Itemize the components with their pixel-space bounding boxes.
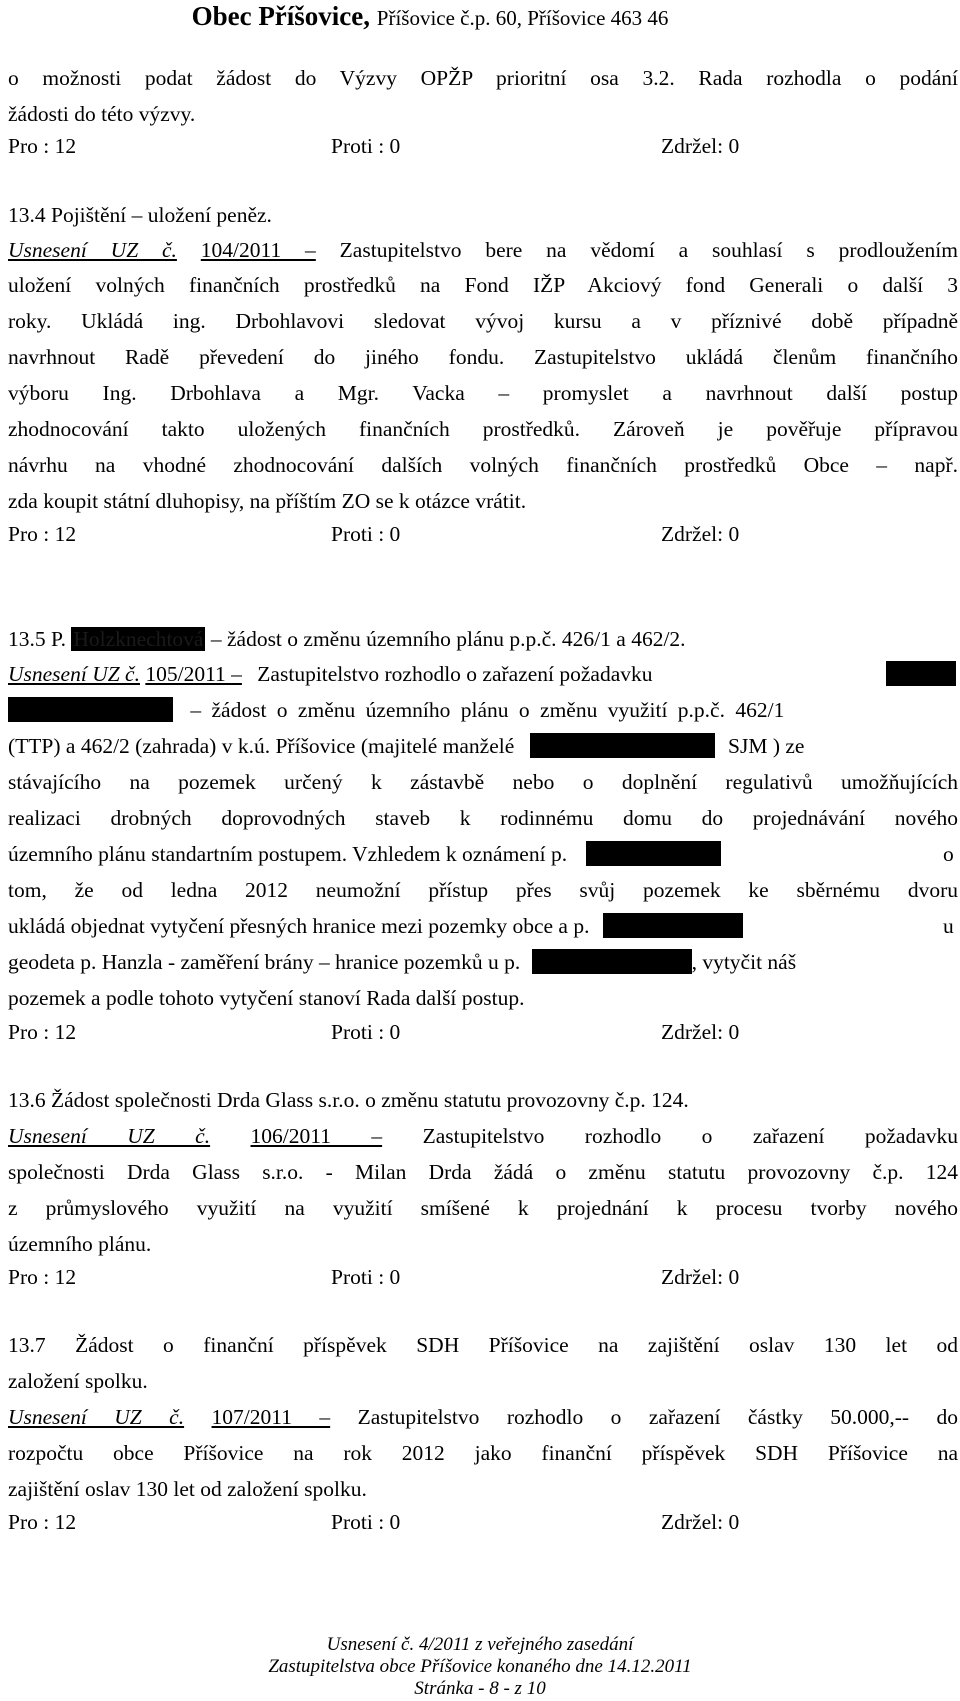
redacted-name: Holzknechtová — [73, 627, 204, 651]
vote-pro: Pro : 12 — [8, 1020, 77, 1044]
resolution-number: 104/2011 – — [200, 238, 316, 262]
section-title-13-7: 13.7 Žádost o finanční příspěvek SDH Příšovice na zajištění oslav 130 let od — [8, 1333, 958, 1357]
vote-proti: Proti : 0 — [331, 1020, 401, 1044]
footer-line-2: Zastupitelstva obce Příšovice konaného dne 14.12.2011 — [268, 1656, 692, 1677]
resolution-number: 106/2011 – — [250, 1124, 383, 1148]
resolution-line — [8, 235, 958, 265]
resolution-number: 105/2011 – — [145, 662, 242, 686]
vote-proti: Proti : 0 — [331, 1510, 401, 1534]
text: 13.5 P. — [8, 627, 66, 651]
text-line: výboru Ing. Drbohlava a Mgr. Vacka – promyslet a navrhnout další postup — [8, 381, 958, 405]
redaction-block — [603, 913, 743, 938]
vote-pro: Pro : 12 — [8, 134, 77, 158]
prev-line-1: o možnosti podat žádost do Výzvy OPŽP prioritní osa 3.2. Rada rozhodla o podání — [8, 66, 958, 90]
text-line: realizaci drobných doprovodných staveb k rodinnému domu do projednávání nového — [8, 806, 958, 830]
text: SJM ) ze — [728, 734, 805, 758]
text-line: navrhnout Radě převedení do jiného fondu. Zastupitelstvo ukládá členům finančního — [8, 345, 958, 369]
resolution-label: Usnesení UZ č. — [8, 238, 177, 262]
redaction-block — [586, 841, 721, 866]
text-line — [8, 911, 958, 941]
header-title: Obec Příšovice, — [191, 1, 371, 31]
text: – žádost o změnu územního plánu p.p.č. 426/1 a 462/2. — [210, 627, 686, 651]
footer-line-1: Usnesení č. 4/2011 z veřejného zasedání — [326, 1634, 634, 1655]
vote-zdrzel: Zdržel: 0 — [661, 1020, 740, 1044]
vote-proti: Proti : 0 — [331, 134, 401, 158]
text-line — [8, 839, 958, 869]
text-line: uložení volných finančních prostředků na Fond IŽP Akciový fond Generali o další 3 — [8, 273, 958, 297]
section-title-13-5 — [8, 624, 958, 654]
text-line — [8, 695, 958, 725]
text: ukládá objednat vytyčení přesných hranice mezi pozemky obce a p. — [8, 914, 590, 938]
text: geodeta p. Hanzla - zaměření brány – hranice pozemků u p. — [8, 950, 521, 974]
vote-pro: Pro : 12 — [8, 1510, 77, 1534]
redaction-block — [530, 733, 715, 758]
text: – žádost o změnu územního plánu o změnu využití p.p.č. 462/1 — [190, 698, 785, 722]
resolution-number: 107/2011 – — [211, 1405, 331, 1429]
text-line: stávajícího na pozemek určený k zástavbě nebo o doplnění regulativů umožňujících — [8, 770, 958, 794]
redaction-block — [8, 697, 173, 722]
resolution-label: Usnesení UZ č. — [8, 1124, 211, 1148]
text: Zastupitelstvo rozhodlo o zařazení požadavku — [422, 1124, 958, 1148]
text: u — [943, 914, 954, 938]
vote-zdrzel: Zdržel: 0 — [661, 1265, 740, 1289]
text: Zastupitelstvo rozhodlo o zařazení částky 50.000,-- do — [357, 1405, 958, 1429]
redaction-block — [532, 949, 692, 974]
text-line: zhodnocování takto uložených finančních prostředků. Zároveň je pověřuje přípravou — [8, 417, 958, 441]
text: územního plánu standartním postupem. Vzhledem k oznámení p. — [8, 842, 568, 866]
text-line: zajištění oslav 130 let od založení spolku. — [8, 1477, 367, 1501]
section-title-13-4: 13.4 Pojištění – uložení peněz. — [8, 203, 272, 227]
resolution-label: Usnesení UZ č. — [8, 662, 140, 686]
text-line — [8, 947, 958, 977]
vote-zdrzel: Zdržel: 0 — [661, 134, 740, 158]
text-line: pozemek a podle tohoto vytyčení stanoví Rada další postup. — [8, 986, 525, 1010]
text-line: z průmyslového využití na využití smíšené k projednání k procesu tvorby nového — [8, 1196, 958, 1220]
resolution-line — [8, 1402, 958, 1432]
text-line: společnosti Drda Glass s.r.o. - Milan Drda žádá o změnu statutu provozovny č.p. 124 — [8, 1160, 958, 1184]
text-line: roky. Ukládá ing. Drbohlavovi sledovat vývoj kursu a v příznivé době případně — [8, 309, 958, 333]
text: Zastupitelstvo rozhodlo o zařazení požadavku — [257, 662, 653, 686]
vote-pro: Pro : 12 — [8, 1265, 77, 1289]
resolution-line — [8, 659, 958, 689]
header-subtitle: Příšovice č.p. 60, Příšovice 463 46 — [376, 6, 669, 30]
resolution-label: Usnesení UZ č. — [8, 1405, 185, 1429]
text: , vytyčit náš — [691, 950, 797, 974]
redaction-block — [886, 661, 956, 686]
vote-zdrzel: Zdržel: 0 — [661, 522, 740, 546]
text-line: návrhu na vhodné zhodnocování dalších volných finančních prostředků Obce – např. — [8, 453, 958, 477]
prev-line-2: žádosti do této výzvy. — [8, 102, 196, 126]
vote-pro: Pro : 12 — [8, 522, 77, 546]
text: Zastupitelstvo bere na vědomí a souhlasí s prodloužením — [339, 238, 959, 262]
section-title-13-6: 13.6 Žádost společnosti Drda Glass s.r.o. o změnu statutu provozovny č.p. 124. — [8, 1088, 689, 1112]
text-line: zda koupit státní dluhopisy, na příštím ZO se k otázce vrátit. — [8, 489, 527, 513]
section-title-13-7-cont: založení spolku. — [8, 1369, 148, 1393]
resolution-line — [8, 1121, 958, 1151]
vote-proti: Proti : 0 — [331, 522, 401, 546]
text-line: rozpočtu obce Příšovice na rok 2012 jako finanční příspěvek SDH Příšovice na — [8, 1441, 958, 1465]
text-line: územního plánu. — [8, 1232, 152, 1256]
footer-page-number: Stránka - 8 - z 10 — [414, 1678, 546, 1699]
text: o — [943, 842, 954, 866]
text-line — [8, 731, 958, 761]
vote-proti: Proti : 0 — [331, 1265, 401, 1289]
page-header — [0, 0, 860, 34]
text: (TTP) a 462/2 (zahrada) v k.ú. Příšovice (majitelé manželé — [8, 734, 515, 758]
vote-zdrzel: Zdržel: 0 — [661, 1510, 740, 1534]
text-line: tom, že od ledna 2012 neumožní přístup přes svůj pozemek ke sběrnému dvoru — [8, 878, 958, 902]
